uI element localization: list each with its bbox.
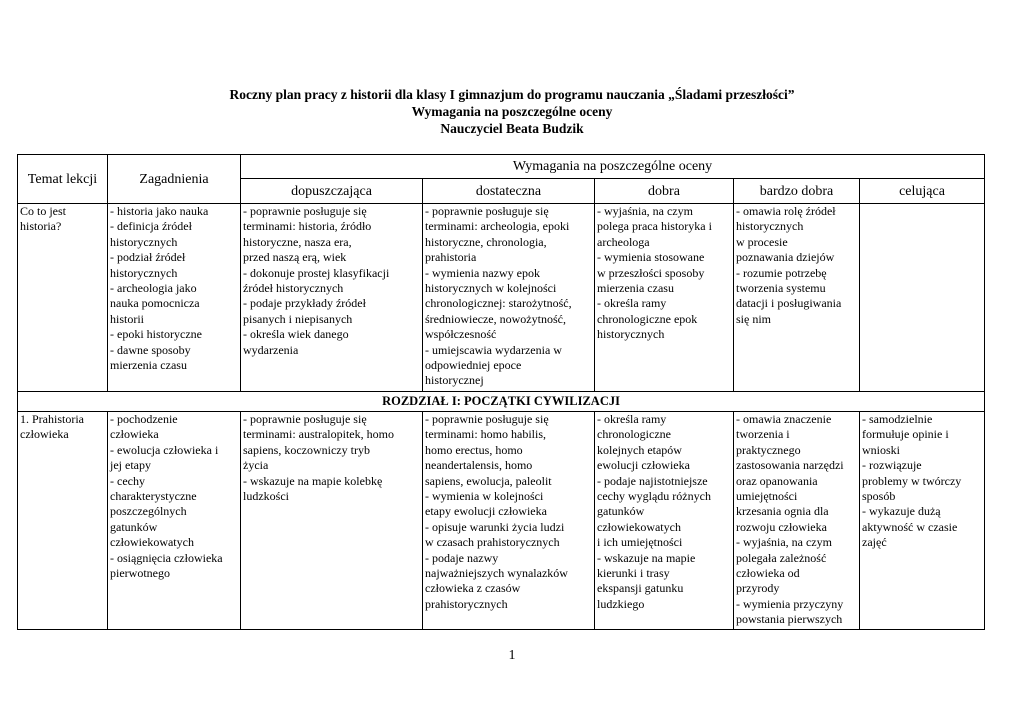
grade-4-cell (595, 412, 734, 630)
cell-line: - ewolucja człowieka i (110, 442, 219, 457)
cell-line: historycznych w kolejności (425, 281, 557, 296)
cell-line: historycznej (425, 373, 484, 388)
cell-line: ludzkiego (597, 596, 645, 611)
cell-line: formułuje opinie i (862, 427, 949, 442)
cell-line: - poprawnie posługuje się (425, 412, 549, 426)
plan-table (17, 154, 985, 630)
cell-line: archeologa (597, 234, 650, 249)
cell-line: tworzenia systemu (736, 281, 826, 296)
cell-line: oraz opanowania (736, 473, 818, 488)
grade-4-cell (595, 204, 734, 392)
cell-line: - podaje przykłady źródeł (243, 296, 366, 311)
cell-line: odpowiedniej epoce (425, 358, 522, 373)
cell-line: terminami: homo habilis, (425, 427, 546, 442)
cell-line: - podaje nazwy (425, 550, 499, 565)
cell-line: człowieka od (736, 566, 800, 581)
cell-line: przed naszą erą, wiek (243, 250, 347, 265)
cell-line: człowieka (20, 427, 69, 442)
cell-line: historia? (20, 219, 62, 234)
cell-line: - opisuje warunki życia ludzi (425, 519, 565, 534)
cell-line: - rozumie potrzebę (736, 265, 827, 280)
cell-line: aktywność w czasie (862, 519, 958, 534)
cell-line: - wskazuje na mapie kolebkę (243, 473, 383, 488)
cell-line: średniowiecze, nowożytność, (425, 311, 566, 326)
cell-line: - wykazuje dużą (862, 504, 941, 519)
cell-line: problemy w twórczy (862, 473, 962, 488)
cell-line: - wyjaśnia, na czym (736, 535, 832, 550)
cell-line: - poprawnie posługuje się (243, 204, 367, 218)
cell-line: - samodzielnie (862, 412, 933, 426)
cell-line: prahistorycznych (425, 596, 508, 611)
cell-line: polega praca historyka i (597, 219, 712, 234)
cell-line: gatunków (597, 504, 645, 519)
cell-line: cechy wyglądu różnych (597, 489, 711, 504)
cell-line: pisanych i niepisanych (243, 311, 353, 326)
cell-line: powstania pierwszych (736, 612, 843, 627)
grade-3-cell (423, 412, 595, 630)
cell-line: kolejnych etapów (597, 442, 682, 457)
cell-line: chronologicznej: starożytność, (425, 296, 572, 311)
cell-line: prahistoria (425, 250, 477, 265)
cell-line: poznawania dziejów (736, 250, 835, 265)
cell-line: mierzenia czasu (597, 281, 674, 296)
cell-line: historycznych (110, 234, 178, 249)
header-grade-2: dopuszczająca (241, 179, 423, 204)
header-requirements: Wymagania na poszczególne oceny (241, 155, 985, 179)
grade-2-cell (241, 204, 423, 392)
cell-line: - podział źródeł (110, 250, 186, 265)
cell-line: - podaje najistotniejsze (597, 473, 708, 488)
cell-line: - dawne sposoby (110, 342, 191, 357)
cell-line: źródeł historycznych (243, 281, 344, 296)
cell-line: przyrody (736, 581, 780, 596)
cell-line: umiejętności (736, 489, 798, 504)
cell-line: człowieka (110, 427, 159, 442)
cell-line: - definicja źródeł (110, 219, 192, 234)
header-grade-3: dostateczna (423, 179, 595, 204)
cell-line: człowieka z czasów (425, 581, 521, 596)
cell-line: terminami: historia, źródło (243, 219, 372, 234)
cell-line: jej etapy (110, 458, 151, 473)
cell-line: - osiągnięcia człowieka (110, 550, 223, 565)
topic-cell (18, 412, 108, 630)
cell-line: - umiejscawia wydarzenia w (425, 342, 562, 357)
table-row (18, 204, 985, 392)
cell-line: tworzenia i (736, 427, 790, 442)
cell-line: człowiekowatych (597, 519, 681, 534)
cell-line: - określa ramy (597, 296, 667, 311)
section-title: ROZDZIAŁ I: POCZĄTKI CYWILIZACJI (18, 392, 985, 412)
cell-line: etapy ewolucji człowieka (425, 504, 547, 519)
cell-line: - określa wiek danego (243, 327, 349, 342)
cell-line: - pochodzenie (110, 412, 178, 426)
cell-line: sposób (862, 489, 896, 504)
cell-line: pierwotnego (110, 566, 170, 581)
cell-line: historyczne, nasza era, (243, 234, 352, 249)
cell-line: 1. Prahistoria (20, 412, 84, 426)
cell-line: rozwoju człowieka (736, 519, 827, 534)
topic-cell (18, 204, 108, 392)
cell-line: wnioski (862, 442, 901, 457)
document-subtitle: Wymagania na poszczególne oceny (411, 104, 613, 119)
cell-line: - epoki historyczne (110, 327, 202, 342)
cell-line: najważniejszych wynalazków (425, 566, 568, 581)
cell-line: w przeszłości sposoby (597, 265, 705, 280)
document-title: Roczny plan pracy z historii dla klasy I gimnazjum do programu nauczania „Śladami przeszłości” (229, 87, 795, 102)
header-grade-6: celująca (860, 179, 985, 204)
grade-2-cell (241, 412, 423, 630)
teacher-name: Nauczyciel Beata Budzik (440, 121, 584, 136)
cell-line: polegała zależność (736, 550, 827, 565)
cell-line: ekspansji gatunku (597, 581, 684, 596)
cell-line: - poprawnie posługuje się (425, 204, 549, 218)
cell-line: - rozwiązuje (862, 458, 922, 473)
cell-line: człowiekowatych (110, 535, 194, 550)
cell-line: - określa ramy (597, 412, 667, 426)
cell-line: - poprawnie posługuje się (243, 412, 367, 426)
cell-line: - wymienia przyczyny (736, 596, 844, 611)
cell-line: w procesie (736, 234, 788, 249)
cell-line: historycznych (736, 219, 804, 234)
cell-line: w czasach prahistorycznych (425, 535, 560, 550)
grade-6-cell (860, 412, 985, 630)
cell-line: historycznych (110, 265, 178, 280)
header-grade-4: dobra (595, 179, 734, 204)
cell-line: datacji i posługiwania (736, 296, 842, 311)
cell-line: - wskazuje na mapie (597, 550, 696, 565)
cell-line: gatunków (110, 519, 158, 534)
cell-line: neandertalensis, homo (425, 458, 533, 473)
document-header (0, 86, 1024, 137)
cell-line: nauka pomocnicza (110, 296, 200, 311)
cell-line: - omawia znaczenie (736, 412, 832, 426)
cell-line: terminami: australopitek, homo (243, 427, 394, 442)
cell-line: zastosowania narzędzi (736, 458, 844, 473)
cell-line: sapiens, ewolucja, paleolit (425, 473, 552, 488)
header-topic: Temat lekcji (18, 155, 108, 204)
cell-line: - cechy (110, 473, 145, 488)
cell-line: i ich umiejętności (597, 535, 683, 550)
cell-line: kierunki i trasy (597, 566, 670, 581)
cell-line: życia (243, 458, 269, 473)
cell-line: ludzkości (243, 489, 289, 504)
cell-line: ewolucji człowieka (597, 458, 690, 473)
cell-line: chronologiczne epok (597, 311, 698, 326)
grade-3-cell (423, 204, 595, 392)
cell-line: terminami: archeologia, epoki (425, 219, 570, 234)
table-row (18, 412, 985, 630)
cell-line: poszczególnych (110, 504, 187, 519)
header-grade-5: bardzo dobra (734, 179, 860, 204)
cell-line: się nim (736, 311, 771, 326)
cell-line: zajęć (862, 535, 887, 550)
cell-line: homo erectus, homo (425, 442, 523, 457)
cell-line: charakterystyczne (110, 489, 197, 504)
header-issues: Zagadnienia (108, 155, 241, 204)
cell-line: chronologiczne (597, 427, 671, 442)
cell-line: praktycznego (736, 442, 801, 457)
cell-line: historii (110, 311, 145, 326)
cell-line: wydarzenia (243, 342, 299, 357)
cell-line: - historia jako nauka (110, 204, 209, 218)
grade-5-cell (734, 204, 860, 392)
cell-line: współczesność (425, 327, 497, 342)
grade-5-cell (734, 412, 860, 630)
cell-line: - wymienia stosowane (597, 250, 705, 265)
issues-cell (108, 204, 241, 392)
cell-line: - wymienia nazwy epok (425, 265, 540, 280)
cell-line: - omawia rolę źródeł (736, 204, 836, 218)
cell-line: - wyjaśnia, na czym (597, 204, 693, 218)
issues-cell (108, 412, 241, 630)
section-row (18, 392, 985, 412)
cell-line: mierzenia czasu (110, 358, 187, 373)
cell-line: historycznych (597, 327, 665, 342)
cell-line: krzesania ognia dla (736, 504, 829, 519)
grade-6-cell (860, 204, 985, 392)
cell-line: - wymienia w kolejności (425, 489, 544, 504)
cell-line: - dokonuje prostej klasyfikacji (243, 265, 390, 280)
cell-line: sapiens, koczowniczy tryb (243, 442, 370, 457)
cell-line: historyczne, chronologia, (425, 234, 547, 249)
cell-line: - archeologia jako (110, 281, 197, 296)
cell-line: Co to jest (20, 204, 67, 218)
page-number: 1 (508, 648, 516, 663)
